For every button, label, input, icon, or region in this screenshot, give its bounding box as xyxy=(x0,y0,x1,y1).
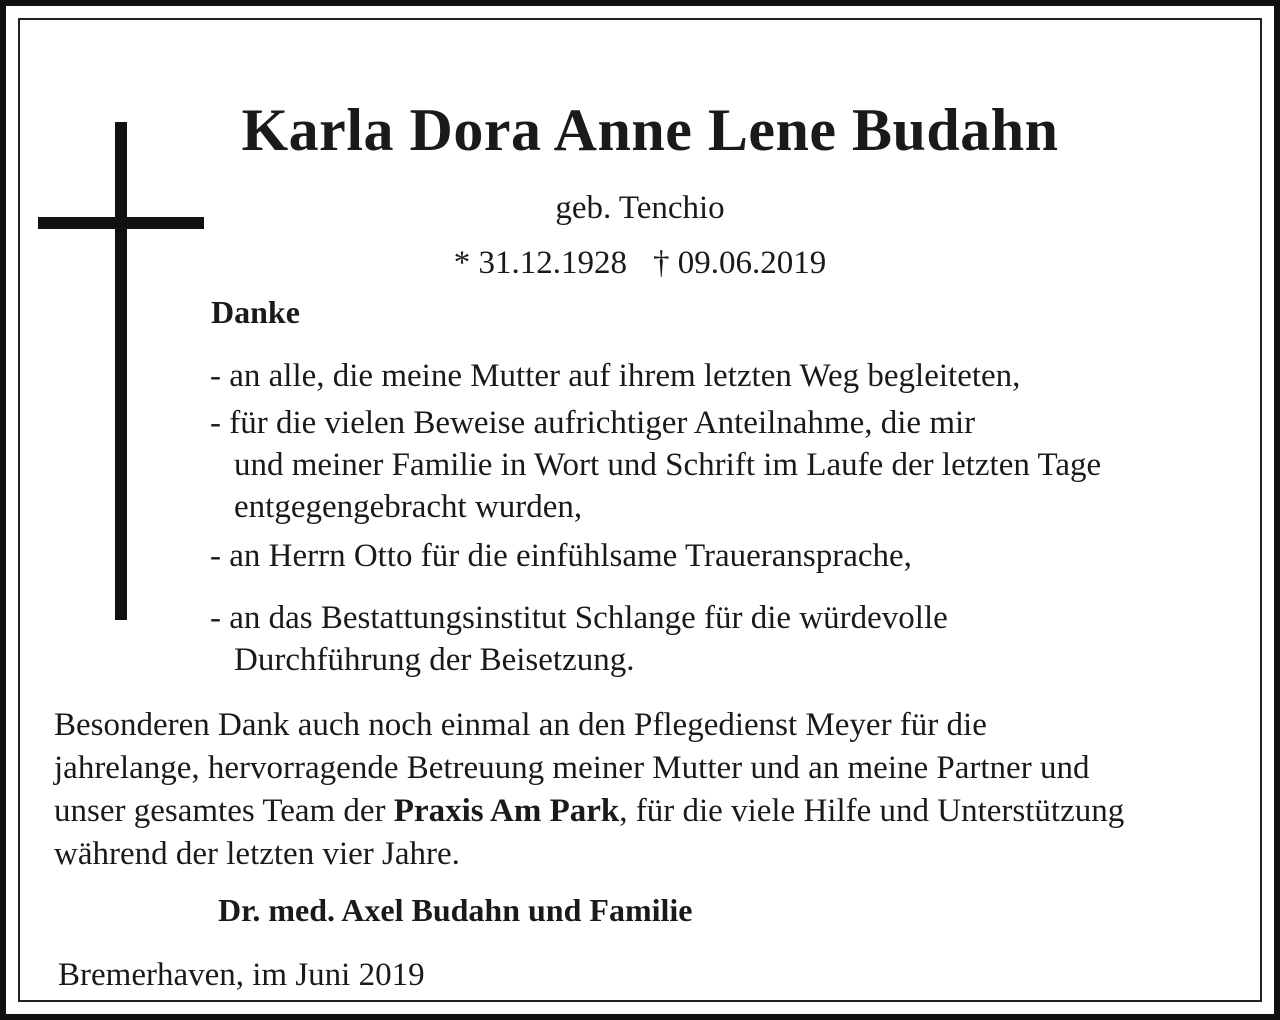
thanks-heading: Danke xyxy=(211,294,300,330)
special-thanks-line: während der letzten vier Jahre. xyxy=(54,836,460,872)
thanks-item-line: Durchführung der Beisetzung. xyxy=(234,642,635,678)
thanks-item xyxy=(210,597,948,681)
special-thanks-line: jahrelange, hervorragende Betreuung meiner Mutter und an meine Partner und xyxy=(54,750,1090,786)
thanks-item-line: - für die vielen Beweise aufrichtiger Anteilnahme, die mir xyxy=(210,405,976,441)
special-thanks xyxy=(54,704,1124,876)
maiden-name: geb. Tenchio xyxy=(555,190,725,226)
deceased-name: Karla Dora Anne Lene Budahn xyxy=(241,97,1059,163)
thanks-item-line: und meiner Familie in Wort und Schrift im Laufe der letzten Tage xyxy=(234,447,1102,483)
practice-name: Praxis Am Park xyxy=(393,793,620,829)
thanks-item xyxy=(210,402,1101,528)
thanks-item-line: entgegengebracht wurden, xyxy=(234,489,583,525)
place-date: Bremerhaven, im Juni 2019 xyxy=(58,957,425,993)
birth-date: * 31.12.1928 xyxy=(453,245,627,281)
special-thanks-text: unser gesamtes Team der xyxy=(54,793,394,829)
special-thanks-line xyxy=(54,790,1124,833)
death-date: † 09.06.2019 xyxy=(653,245,827,281)
thanks-item xyxy=(210,535,912,577)
signature: Dr. med. Axel Budahn und Familie xyxy=(218,892,693,928)
life-dates xyxy=(0,245,1280,282)
thanks-item-line: - an alle, die meine Mutter auf ihrem letzten Weg begleiteten, xyxy=(210,358,1021,394)
thanks-item-line: - an Herrn Otto für die einfühlsame Traueransprache, xyxy=(210,538,912,574)
thanks-item-line: - an das Bestattungsinstitut Schlange für die würdevolle xyxy=(210,600,948,636)
thanks-item xyxy=(210,355,1020,397)
special-thanks-line: Besonderen Dank auch noch einmal an den Pflegedienst Meyer für die xyxy=(54,707,987,743)
special-thanks-text: , für die viele Hilfe und Unterstützung xyxy=(619,793,1125,829)
